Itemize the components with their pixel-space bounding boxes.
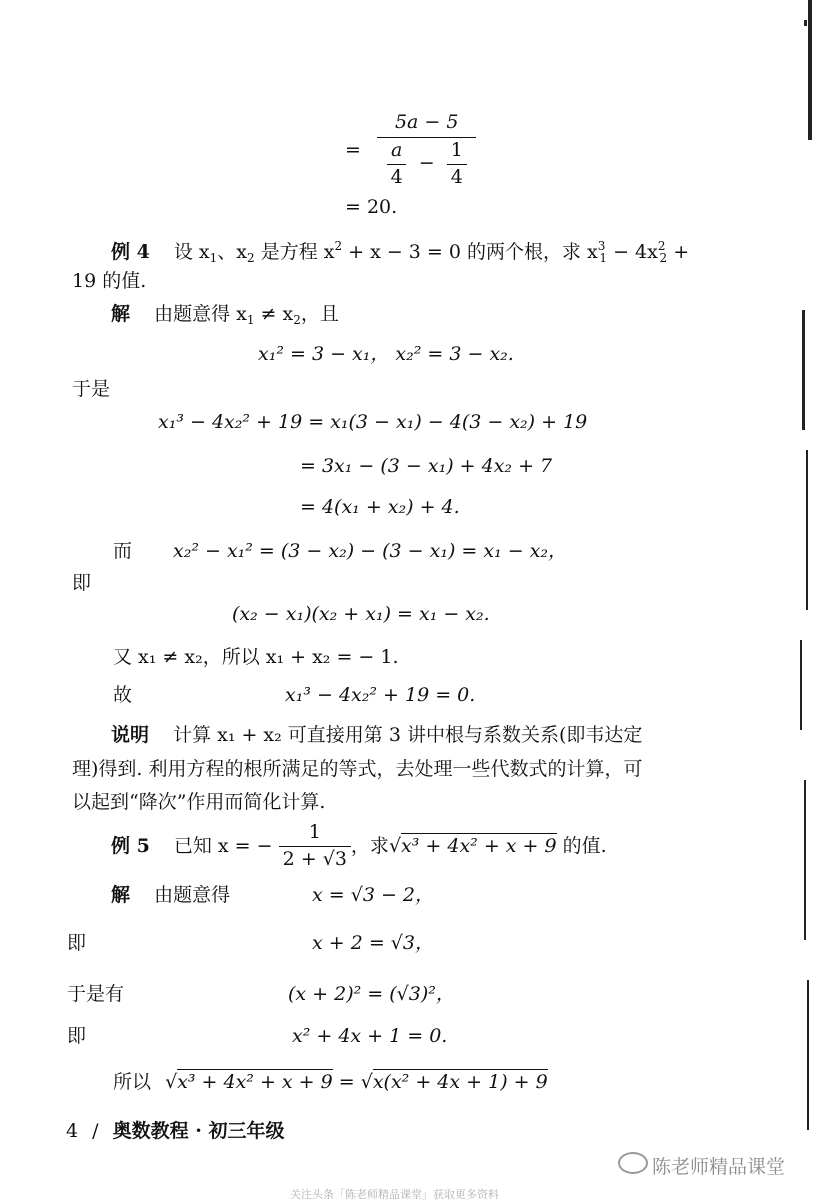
big-fraction: 5a − 5 $\frac{a}{4}$ − $\frac{1}{4}$ bbox=[377, 112, 477, 189]
page-footer: 4 / 奥数教程 · 初三年级 bbox=[66, 1120, 285, 1142]
example-5-label: 例 5 bbox=[111, 834, 150, 857]
solution-4-line4: x₁³ − 4x₂² + 19 = x₁(3 − x₁) − 4(3 − x₂) + 19 bbox=[158, 411, 588, 433]
solution-4-line6: = 4(x₁ + x₂) + 4. bbox=[300, 496, 460, 518]
wechat-icon bbox=[618, 1152, 648, 1174]
solution-4-line11-label: 故 bbox=[113, 684, 133, 706]
solution-5-line2: x + 2 = √3， bbox=[312, 932, 434, 954]
solution-5-label: 解 bbox=[111, 884, 131, 906]
watermark-brand: 陈老师精品课堂 bbox=[652, 1156, 786, 1178]
inner-fraction-a: $\frac{a}{4}$ bbox=[387, 140, 407, 189]
note-line3: 以起到“降次”作用而简化计算. bbox=[72, 791, 326, 813]
solution-5-line4-label: 即 bbox=[67, 1025, 87, 1047]
solution-5-line2-label: 即 bbox=[67, 932, 87, 954]
solution-5-line5: 所以 √x³ + 4x² + x + 9 = √x(x² + 4x + 1) + 9 bbox=[113, 1071, 548, 1093]
watermark-bottom: 关注头条「陈老师精品课堂」获取更多资料 bbox=[290, 1188, 499, 1201]
example-4-label: 例 4 bbox=[111, 241, 150, 263]
solution-4-line8: 即 bbox=[72, 572, 92, 594]
solution-4-line9: (x₂ − x₁)(x₂ + x₁) = x₁ − x₂. bbox=[232, 603, 490, 625]
solution-4-line5: = 3x₁ − (3 − x₁) + 4x₂ + 7 bbox=[300, 455, 553, 477]
solution-4-line3: 于是 bbox=[72, 378, 111, 400]
solution-5-line4: x² + 4x + 1 = 0. bbox=[292, 1025, 448, 1047]
solution-4-line10: 又 x₁ ≠ x₂，所以 x₁ + x₂ = − 1. bbox=[113, 646, 399, 668]
solution-4-line1: 解 由题意得 $x_1 \ne x_2$，且 bbox=[111, 303, 339, 327]
example-4-question-line2: 19 的值. bbox=[72, 270, 147, 292]
page-number: 4 bbox=[66, 1120, 79, 1142]
note-label: 说明 bbox=[111, 724, 150, 746]
solution-5-line1: x = √3 − 2， bbox=[312, 884, 434, 906]
solution-4-line2: x₁² = 3 − x₁， x₂² = 3 − x₂. bbox=[258, 343, 514, 365]
example-5-question: 例 5 已知 x = − $\frac{1}{2 + √3}$ ，求√x³ + 4x² + x + 9 的值. bbox=[111, 821, 607, 870]
example-5-fraction: $\frac{1}{2 + √3}$ bbox=[279, 822, 351, 871]
note-line2: 理)得到. 利用方程的根所满足的等式，去处理一些代数式的计算，可 bbox=[72, 758, 643, 780]
solution-5-line3: (x + 2)² = (√3)²， bbox=[288, 983, 455, 1005]
result-equation: = 20. bbox=[345, 196, 398, 218]
inner-fraction-b: $\frac{1}{4}$ bbox=[447, 140, 467, 189]
solution-5-line3-label: 于是有 bbox=[67, 983, 125, 1005]
solution-5-line1-label: 解 由题意得 bbox=[111, 884, 231, 906]
solution-4-line7: x₂² − x₁² = (3 − x₂) − (3 − x₁) = x₁ − x₂， bbox=[173, 540, 568, 562]
fraction-equation: = 5a − 5 $\frac{a}{4}$ − $\frac{1}{4}$ bbox=[345, 112, 476, 189]
example-4-question: 例 4 设 $x_1$、$x_2$ 是方程 $x^2 + x - 3 = 0$ 的两个根，求 $x^3_1 - 4x^2_2$ + bbox=[111, 239, 690, 265]
note-line1: 说明 计算 x₁ + x₂ 可直接用第 3 讲中根与系数关系(即韦达定 bbox=[111, 724, 643, 746]
solution-4-line11: x₁³ − 4x₂² + 19 = 0. bbox=[285, 684, 476, 706]
solution-4-line7-label: 而 bbox=[113, 540, 133, 562]
solution-4-label: 解 bbox=[111, 303, 131, 325]
scan-edge-artifact bbox=[790, 0, 818, 1200]
book-title: 奥数教程 · 初三年级 bbox=[112, 1120, 285, 1142]
